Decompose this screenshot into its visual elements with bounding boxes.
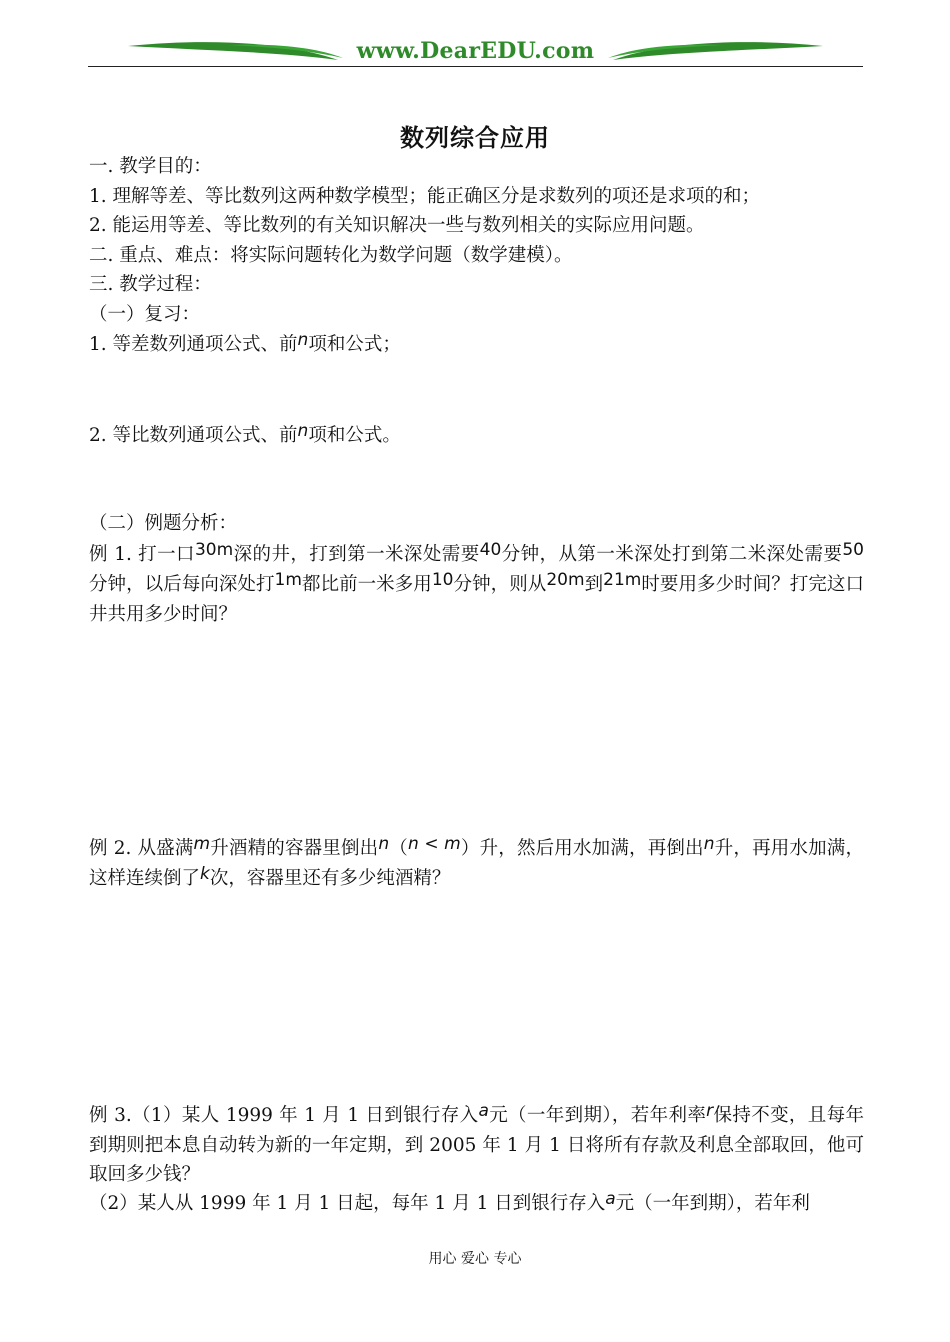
ex2-var: k [200,864,210,884]
ex3-text: 元（一年到期），若年利率 [488,1105,707,1126]
example-2 [89,834,864,894]
review-1-var: n [297,330,309,350]
objective-2: 2. 能运用等差、等比数列的有关知识解决一些与数列相关的实际应用问题。 [89,215,705,236]
ex3-text: 例 3.（1）某人 1999 年 1 月 1 日到银行存入 [89,1105,479,1126]
process-heading: 三. 教学过程： [89,274,212,295]
ex3-var: r [706,1101,714,1121]
review-1-text-a: 1. 等差数列通项公式、前 [89,334,298,355]
review-item-2 [89,421,864,451]
page-footer: 用心 爱心 专心 [428,1251,522,1267]
ex1-value: 20m [546,570,585,590]
example-3 [89,1101,864,1219]
ex1-value: 30m [194,540,234,560]
ex2-text: ）升，然后用水加满，再倒出 [460,838,704,859]
ex1-text: 分钟，以后每向深处打 [89,574,275,595]
ex2-text: （ [389,838,408,859]
examples-heading: （二）例题分析： [89,513,238,534]
ex2-text: 升酒精的容器里倒出 [210,838,379,859]
review-2-var: n [297,421,309,441]
objective-1: 1. 理解等差、等比数列这两种数学模型；能正确区分是求数列的项还是求项的和； [89,186,761,207]
header-rule [88,66,863,67]
ex1-text: 例 1. 打一口 [89,544,195,565]
ex1-text: 时要用多少时间？打完这口井共用多少时间？ [89,574,864,625]
ex1-value: 50 [842,540,864,560]
ex1-value: 40 [479,540,502,560]
ex2-text: 次，容器里还有多少纯酒精？ [209,868,451,889]
ex1-text: 分钟，则从 [453,574,547,595]
ex3-var: a [478,1101,489,1121]
review-2-text-b: 项和公式。 [308,425,401,446]
ex1-text: 深的井，打到第一米深处需要 [233,544,480,565]
review-item-1 [89,330,864,360]
ex3-text: （2）某人从 1999 年 1 月 1 日起，每年 1 月 1 日到银行存入 [89,1193,606,1214]
review-heading: （一）复习： [89,304,201,325]
ex2-var: m [193,834,211,854]
ex3-var: a [605,1189,616,1209]
page-title: 数列综合应用 [400,123,550,152]
ex2-var: n [703,834,715,854]
ex3-text: 保持不变，且每年到期则把本息自动转为新的一年定期，到 2005 年 1 月 1 日将所有存款及利息全部取回，他可取回多少钱？ [89,1105,864,1185]
review-1-text-b: 项和公式； [308,334,401,355]
ex2-var: n [378,834,390,854]
objectives-heading: 一. 教学目的： [89,156,212,177]
ex2-text: 例 2. 从盛满 [89,838,194,859]
example-1 [89,540,864,629]
ex3-text: 元（一年到期），若年利 [615,1193,810,1214]
header-banner [88,36,863,70]
ex1-value: 21m [603,570,642,590]
ex1-text: 到 [584,574,604,595]
ex1-value: 10 [431,570,454,590]
ex2-var: n < m [407,834,461,854]
review-2-text-a: 2. 等比数列通项公式、前 [89,425,298,446]
ex2-text: 升，再用水加满，这样连续倒了 [89,838,864,889]
ex1-text: 分钟，从第一米深处打到第二米深处需要 [501,544,843,565]
ex1-text: 都比前一米多用 [301,574,432,595]
ex1-value: 1m [274,570,302,590]
key-points: 二. 重点、难点：将实际问题转化为数学问题（数学建模）。 [89,245,573,266]
site-wordmark[interactable]: www.DearEDU.com [356,38,595,64]
